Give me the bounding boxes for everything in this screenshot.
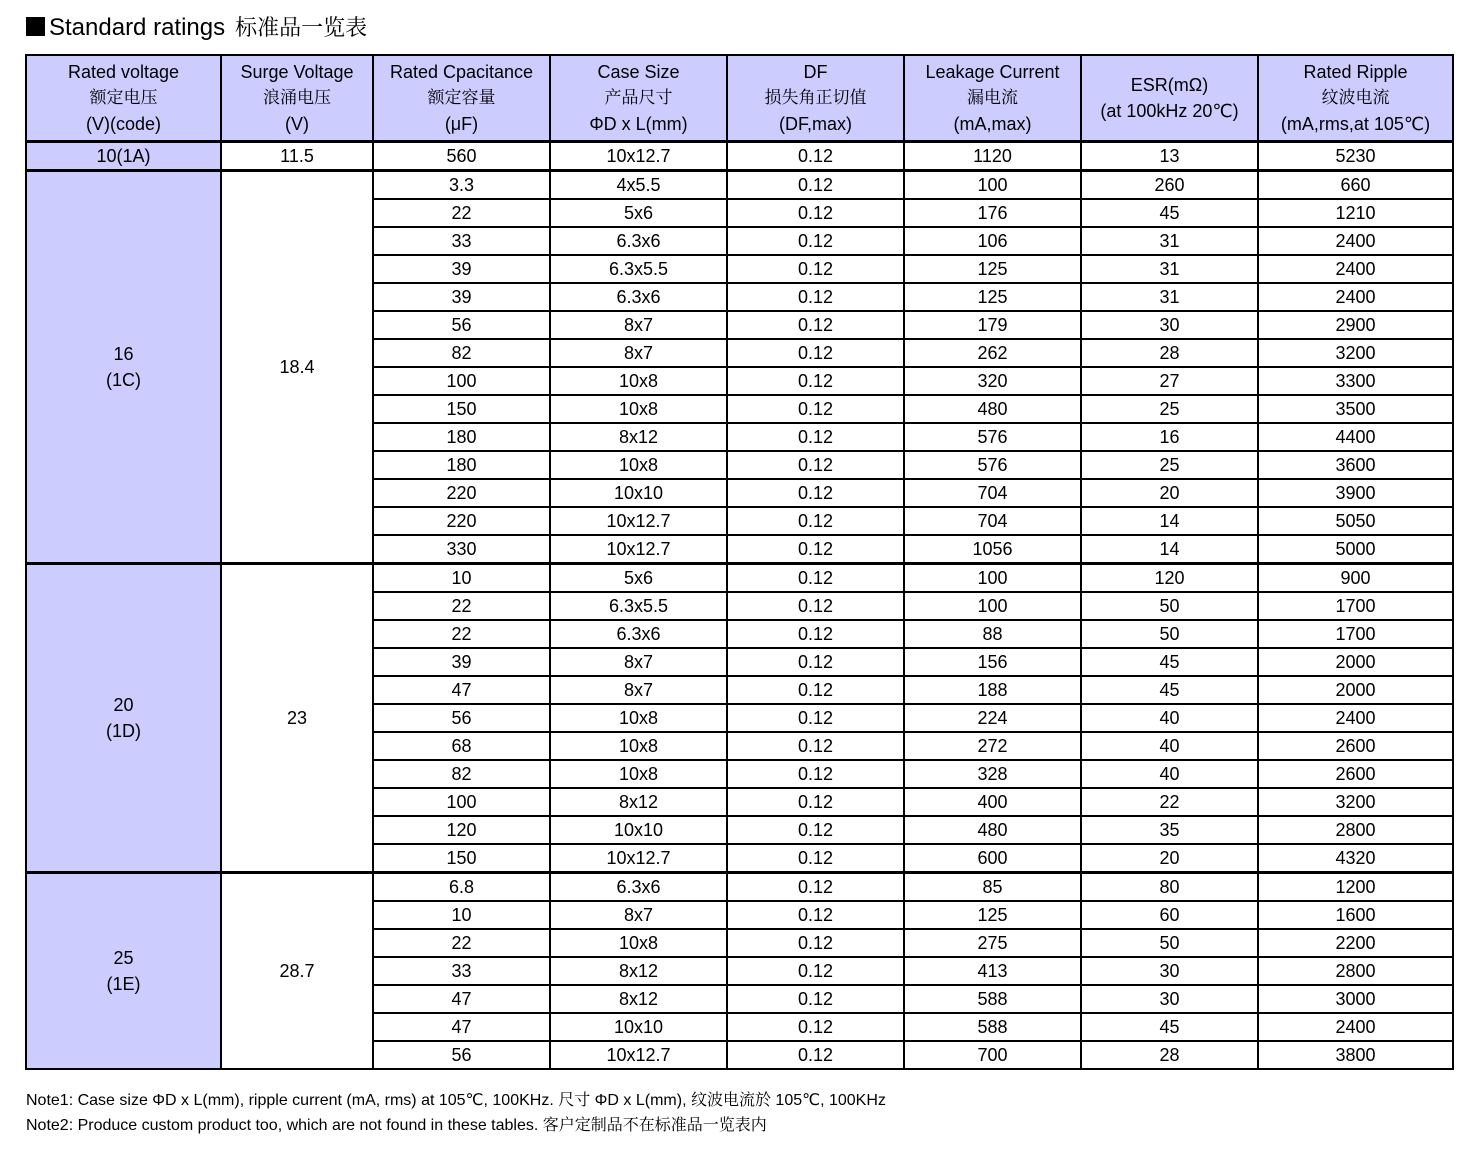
case-size-cell: 10x12.7: [550, 844, 727, 873]
rated-voltage-value: 25: [113, 948, 134, 968]
table-row: [26, 142, 1453, 171]
ripple-cell: 3600: [1258, 451, 1453, 479]
header-esr-unit: (at 100kHz 20℃): [1100, 101, 1239, 121]
capacitance-cell: 180: [373, 451, 550, 479]
capacitance-cell: 22: [373, 199, 550, 227]
table-row: [26, 564, 1453, 593]
ripple-cell: 3200: [1258, 339, 1453, 367]
leakage-cell: 328: [904, 760, 1081, 788]
case-size-cell: 8x7: [550, 311, 727, 339]
df-cell: 0.12: [727, 423, 904, 451]
case-size-cell: 6.3x6: [550, 620, 727, 648]
header-df-en: DF: [803, 62, 828, 82]
df-cell: 0.12: [727, 592, 904, 620]
leakage-cell: 125: [904, 901, 1081, 929]
capacitance-cell: 10: [373, 564, 550, 593]
ripple-cell: 2000: [1258, 648, 1453, 676]
case-size-cell: 8x7: [550, 648, 727, 676]
header-case-size: [550, 55, 727, 142]
capacitance-cell: 82: [373, 760, 550, 788]
header-df-cn: 损失角正切值: [764, 88, 867, 108]
esr-cell: 16: [1081, 423, 1258, 451]
voltage-code: (1D): [106, 721, 141, 741]
esr-cell: 31: [1081, 227, 1258, 255]
page-title: [26, 12, 367, 45]
df-cell: 0.12: [727, 227, 904, 255]
ripple-cell: 1200: [1258, 873, 1453, 902]
leakage-cell: 588: [904, 1013, 1081, 1041]
header-rated-ripple-en: Rated Ripple: [1303, 62, 1408, 82]
surge-voltage-cell: 23: [221, 564, 373, 873]
capacitance-cell: 150: [373, 395, 550, 423]
df-cell: 0.12: [727, 901, 904, 929]
esr-cell: 30: [1081, 985, 1258, 1013]
capacitance-cell: 39: [373, 255, 550, 283]
voltage-group: [26, 873, 1453, 1070]
header-surge-voltage-en: Surge Voltage: [240, 62, 354, 82]
rated-voltage-value: 20: [113, 695, 134, 715]
header-leakage-current-en: Leakage Current: [925, 62, 1060, 82]
df-cell: 0.12: [727, 1013, 904, 1041]
ripple-cell: 1600: [1258, 901, 1453, 929]
capacitance-cell: 220: [373, 479, 550, 507]
df-cell: 0.12: [727, 311, 904, 339]
leakage-cell: 700: [904, 1041, 1081, 1069]
ripple-cell: 2900: [1258, 311, 1453, 339]
case-size-cell: 6.3x6: [550, 227, 727, 255]
case-size-cell: 10x8: [550, 367, 727, 395]
ripple-cell: 660: [1258, 171, 1453, 200]
ripple-cell: 2400: [1258, 704, 1453, 732]
df-cell: 0.12: [727, 507, 904, 535]
df-cell: 0.12: [727, 395, 904, 423]
header-df-unit: (DF,max): [779, 114, 852, 134]
header-row: [26, 55, 1453, 142]
ripple-cell: 2800: [1258, 816, 1453, 844]
esr-cell: 120: [1081, 564, 1258, 593]
capacitance-cell: 39: [373, 648, 550, 676]
capacitance-cell: 56: [373, 1041, 550, 1069]
case-size-cell: 4x5.5: [550, 171, 727, 200]
df-cell: 0.12: [727, 620, 904, 648]
df-cell: 0.12: [727, 788, 904, 816]
ripple-cell: 3000: [1258, 985, 1453, 1013]
header-surge-voltage-cn: 浪涌电压: [263, 88, 331, 108]
ripple-cell: 2800: [1258, 957, 1453, 985]
header-surge-voltage-unit: (V): [285, 114, 309, 134]
leakage-cell: 704: [904, 507, 1081, 535]
esr-cell: 20: [1081, 479, 1258, 507]
case-size-cell: 5x6: [550, 199, 727, 227]
leakage-cell: 179: [904, 311, 1081, 339]
header-rated-voltage-en: Rated voltage: [67, 62, 180, 82]
esr-cell: 50: [1081, 620, 1258, 648]
leakage-cell: 100: [904, 171, 1081, 200]
capacitance-cell: 6.8: [373, 873, 550, 902]
ripple-cell: 2000: [1258, 676, 1453, 704]
case-size-cell: 10x8: [550, 451, 727, 479]
capacitance-cell: 22: [373, 929, 550, 957]
esr-cell: 25: [1081, 395, 1258, 423]
capacitance-cell: 100: [373, 788, 550, 816]
esr-cell: 35: [1081, 816, 1258, 844]
esr-cell: 40: [1081, 704, 1258, 732]
leakage-cell: 188: [904, 676, 1081, 704]
df-cell: 0.12: [727, 142, 904, 171]
rated-voltage-cell: [26, 873, 221, 1070]
esr-cell: 80: [1081, 873, 1258, 902]
capacitance-cell: 56: [373, 311, 550, 339]
leakage-cell: 88: [904, 620, 1081, 648]
case-size-cell: 10x12.7: [550, 142, 727, 171]
capacitance-cell: 33: [373, 957, 550, 985]
leakage-cell: 1056: [904, 535, 1081, 564]
case-size-cell: 10x10: [550, 816, 727, 844]
capacitance-cell: 33: [373, 227, 550, 255]
case-size-cell: 10x8: [550, 929, 727, 957]
leakage-cell: 588: [904, 985, 1081, 1013]
df-cell: 0.12: [727, 339, 904, 367]
ripple-cell: 2600: [1258, 760, 1453, 788]
rated-voltage-cell: [26, 142, 221, 171]
case-size-cell: 8x12: [550, 423, 727, 451]
leakage-cell: 125: [904, 283, 1081, 311]
case-size-cell: 8x7: [550, 901, 727, 929]
capacitance-cell: 68: [373, 732, 550, 760]
case-size-cell: 8x12: [550, 985, 727, 1013]
capacitance-cell: 100: [373, 367, 550, 395]
esr-cell: 50: [1081, 929, 1258, 957]
case-size-cell: 10x12.7: [550, 507, 727, 535]
esr-cell: 45: [1081, 199, 1258, 227]
voltage-group: [26, 564, 1453, 873]
header-rated-capacitance-unit: (μF): [444, 114, 479, 134]
capacitance-cell: 47: [373, 1013, 550, 1041]
leakage-cell: 480: [904, 816, 1081, 844]
case-size-cell: 8x7: [550, 676, 727, 704]
rated-voltage-cell: [26, 564, 221, 873]
case-size-cell: 10x10: [550, 1013, 727, 1041]
df-cell: 0.12: [727, 760, 904, 788]
header-rated-ripple: [1258, 55, 1453, 142]
leakage-cell: 480: [904, 395, 1081, 423]
case-size-cell: 10x10: [550, 479, 727, 507]
voltage-group: [26, 142, 1453, 171]
capacitance-cell: 56: [373, 704, 550, 732]
esr-cell: 31: [1081, 255, 1258, 283]
esr-cell: 30: [1081, 311, 1258, 339]
voltage-group: [26, 171, 1453, 564]
case-size-cell: 10x8: [550, 760, 727, 788]
ripple-cell: 3900: [1258, 479, 1453, 507]
header-df: [727, 55, 904, 142]
capacitance-cell: 47: [373, 676, 550, 704]
esr-cell: 13: [1081, 142, 1258, 171]
note-1: Note1: Case size ΦD x L(mm), ripple current (mA, rms) at 105℃, 100KHz. 尺寸 ΦD x L(mm), 纹波电流於 105℃, 100KHz: [26, 1092, 886, 1109]
df-cell: 0.12: [727, 676, 904, 704]
leakage-cell: 413: [904, 957, 1081, 985]
df-cell: 0.12: [727, 985, 904, 1013]
header-rated-capacitance-en: Rated Cpacitance: [389, 62, 534, 82]
header-leakage-current-cn: 漏电流: [967, 88, 1018, 108]
leakage-cell: 156: [904, 648, 1081, 676]
esr-cell: 14: [1081, 507, 1258, 535]
df-cell: 0.12: [727, 535, 904, 564]
header-esr: [1081, 55, 1258, 142]
ripple-cell: 2400: [1258, 283, 1453, 311]
leakage-cell: 1120: [904, 142, 1081, 171]
esr-cell: 31: [1081, 283, 1258, 311]
surge-voltage-cell: 11.5: [221, 142, 373, 171]
rated-voltage-cell: [26, 171, 221, 564]
note-2: Note2: Produce custom product too, which are not found in these tables. 客户定制品不在标准品一览表内: [26, 1117, 767, 1134]
leakage-cell: 125: [904, 255, 1081, 283]
ripple-cell: 3500: [1258, 395, 1453, 423]
ripple-cell: 3200: [1258, 788, 1453, 816]
leakage-cell: 100: [904, 592, 1081, 620]
title-en: Standard ratings: [49, 14, 226, 41]
header-case-size-unit: ΦD x L(mm): [589, 114, 688, 134]
esr-cell: 50: [1081, 592, 1258, 620]
esr-cell: 28: [1081, 1041, 1258, 1069]
df-cell: 0.12: [727, 873, 904, 902]
capacitance-cell: 120: [373, 816, 550, 844]
voltage-code: (1E): [106, 974, 141, 994]
title-cn: 标准品一览表: [235, 16, 368, 41]
capacitance-cell: 3.3: [373, 171, 550, 200]
df-cell: 0.12: [727, 283, 904, 311]
header-rated-ripple-cn: 纹波电流: [1321, 88, 1390, 108]
capacitance-cell: 22: [373, 620, 550, 648]
esr-cell: 25: [1081, 451, 1258, 479]
df-cell: 0.12: [727, 957, 904, 985]
leakage-cell: 704: [904, 479, 1081, 507]
leakage-cell: 400: [904, 788, 1081, 816]
case-size-cell: 10x8: [550, 704, 727, 732]
leakage-cell: 262: [904, 339, 1081, 367]
capacitance-cell: 330: [373, 535, 550, 564]
case-size-cell: 8x12: [550, 788, 727, 816]
esr-cell: 27: [1081, 367, 1258, 395]
leakage-cell: 275: [904, 929, 1081, 957]
leakage-cell: 576: [904, 423, 1081, 451]
leakage-cell: 176: [904, 199, 1081, 227]
leakage-cell: 320: [904, 367, 1081, 395]
ripple-cell: 3300: [1258, 367, 1453, 395]
ripple-cell: 2400: [1258, 1013, 1453, 1041]
case-size-cell: 8x12: [550, 957, 727, 985]
case-size-cell: 6.3x6: [550, 283, 727, 311]
case-size-cell: 6.3x6: [550, 873, 727, 902]
df-cell: 0.12: [727, 1041, 904, 1069]
esr-cell: 45: [1081, 676, 1258, 704]
ripple-cell: 5000: [1258, 535, 1453, 564]
case-size-cell: 6.3x5.5: [550, 255, 727, 283]
esr-cell: 40: [1081, 760, 1258, 788]
ripple-cell: 5230: [1258, 142, 1453, 171]
ripple-cell: 1700: [1258, 592, 1453, 620]
case-size-cell: 10x12.7: [550, 1041, 727, 1069]
header-leakage-current-unit: (mA,max): [953, 114, 1032, 134]
esr-cell: 28: [1081, 339, 1258, 367]
df-cell: 0.12: [727, 648, 904, 676]
ripple-cell: 5050: [1258, 507, 1453, 535]
header-rated-voltage: [26, 55, 221, 142]
ripple-cell: 2600: [1258, 732, 1453, 760]
ripple-cell: 4320: [1258, 844, 1453, 873]
capacitance-cell: 82: [373, 339, 550, 367]
header-leakage-current: [904, 55, 1081, 142]
notes: [26, 1088, 886, 1138]
leakage-cell: 224: [904, 704, 1081, 732]
header-surge-voltage: [221, 55, 373, 142]
esr-cell: 20: [1081, 844, 1258, 873]
capacitance-cell: 39: [373, 283, 550, 311]
ripple-cell: 3800: [1258, 1041, 1453, 1069]
capacitance-cell: 220: [373, 507, 550, 535]
square-bullet-icon: [26, 17, 45, 36]
df-cell: 0.12: [727, 171, 904, 200]
ripple-cell: 1700: [1258, 620, 1453, 648]
surge-voltage-cell: 28.7: [221, 873, 373, 1070]
ripple-cell: 2400: [1258, 255, 1453, 283]
ripple-cell: 2200: [1258, 929, 1453, 957]
df-cell: 0.12: [727, 844, 904, 873]
capacitance-cell: 560: [373, 142, 550, 171]
leakage-cell: 600: [904, 844, 1081, 873]
esr-cell: 22: [1081, 788, 1258, 816]
header-case-size-cn: 产品尺寸: [604, 88, 673, 108]
ripple-cell: 2400: [1258, 227, 1453, 255]
leakage-cell: 106: [904, 227, 1081, 255]
case-size-cell: 6.3x5.5: [550, 592, 727, 620]
case-size-cell: 10x12.7: [550, 535, 727, 564]
header-rated-ripple-unit: (mA,rms,at 105℃): [1280, 114, 1431, 134]
leakage-cell: 85: [904, 873, 1081, 902]
df-cell: 0.12: [727, 451, 904, 479]
header-rated-capacitance-cn: 额定容量: [427, 88, 496, 108]
case-size-cell: 10x8: [550, 732, 727, 760]
header-case-size-en: Case Size: [597, 62, 680, 82]
voltage-code: (1C): [106, 370, 141, 390]
esr-cell: 45: [1081, 1013, 1258, 1041]
df-cell: 0.12: [727, 479, 904, 507]
case-size-cell: 8x7: [550, 339, 727, 367]
capacitance-cell: 47: [373, 985, 550, 1013]
capacitance-cell: 180: [373, 423, 550, 451]
capacitance-cell: 150: [373, 844, 550, 873]
case-size-cell: 5x6: [550, 564, 727, 593]
header-rated-voltage-cn: 额定电压: [89, 88, 158, 108]
leakage-cell: 272: [904, 732, 1081, 760]
header-rated-capacitance: [373, 55, 550, 142]
df-cell: 0.12: [727, 255, 904, 283]
df-cell: 0.12: [727, 367, 904, 395]
case-size-cell: 10x8: [550, 395, 727, 423]
esr-cell: 30: [1081, 957, 1258, 985]
header-esr-en: ESR(mΩ): [1130, 75, 1209, 95]
ratings-table: [25, 54, 1454, 1070]
df-cell: 0.12: [727, 199, 904, 227]
df-cell: 0.12: [727, 732, 904, 760]
surge-voltage-cell: 18.4: [221, 171, 373, 564]
esr-cell: 14: [1081, 535, 1258, 564]
df-cell: 0.12: [727, 704, 904, 732]
esr-cell: 260: [1081, 171, 1258, 200]
table-row: [26, 873, 1453, 902]
esr-cell: 40: [1081, 732, 1258, 760]
leakage-cell: 576: [904, 451, 1081, 479]
df-cell: 0.12: [727, 564, 904, 593]
header-rated-voltage-unit: (V)(code): [85, 114, 161, 134]
capacitance-cell: 22: [373, 592, 550, 620]
rated-voltage-value: 16: [113, 344, 134, 364]
esr-cell: 45: [1081, 648, 1258, 676]
df-cell: 0.12: [727, 929, 904, 957]
rated-voltage-value: 10(1A): [96, 146, 151, 166]
df-cell: 0.12: [727, 816, 904, 844]
leakage-cell: 100: [904, 564, 1081, 593]
ripple-cell: 1210: [1258, 199, 1453, 227]
table-row: [26, 171, 1453, 200]
capacitance-cell: 10: [373, 901, 550, 929]
ripple-cell: 4400: [1258, 423, 1453, 451]
ripple-cell: 900: [1258, 564, 1453, 593]
esr-cell: 60: [1081, 901, 1258, 929]
